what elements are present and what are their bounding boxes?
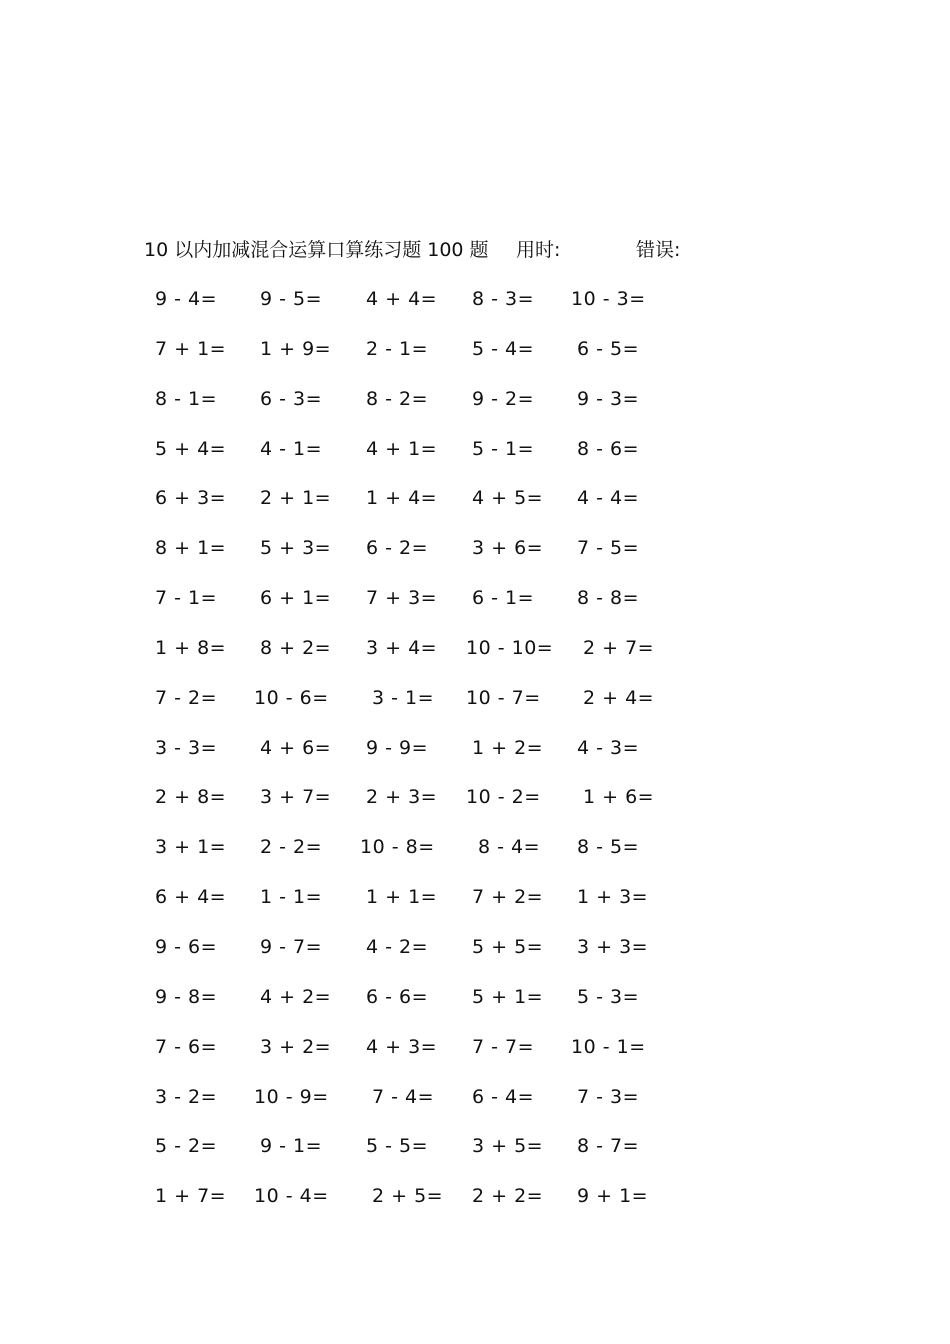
problem-item: 6 - 5=	[577, 337, 640, 360]
problem-item: 10 - 8=	[360, 836, 435, 859]
problem-item: 7 + 3=	[366, 587, 438, 610]
problem-row	[0, 284, 950, 334]
problem-item: 4 + 2=	[260, 985, 332, 1008]
problem-item: 3 - 2=	[155, 1085, 218, 1108]
problem-item: 9 - 9=	[366, 736, 429, 759]
problem-item: 1 + 3=	[577, 886, 649, 909]
problem-item: 7 - 4=	[372, 1085, 435, 1108]
problem-item: 7 - 7=	[472, 1035, 535, 1058]
problem-item: 7 - 1=	[155, 587, 218, 610]
problem-item: 6 - 4=	[472, 1085, 535, 1108]
problem-item: 9 - 6=	[155, 935, 218, 958]
problem-item: 6 - 3=	[260, 387, 323, 410]
problem-item: 6 - 6=	[366, 985, 429, 1008]
problem-item: 8 - 7=	[577, 1135, 640, 1158]
problem-row	[0, 683, 950, 733]
problem-item: 5 - 4=	[472, 337, 535, 360]
problem-item: 10 - 4=	[254, 1185, 329, 1208]
problem-item: 3 + 7=	[260, 786, 332, 809]
problem-item: 3 + 2=	[260, 1035, 332, 1058]
problem-item: 8 - 5=	[577, 836, 640, 859]
problem-item: 6 - 1=	[472, 587, 535, 610]
problem-item: 8 + 2=	[260, 636, 332, 659]
problem-item: 5 - 3=	[577, 985, 640, 1008]
problem-item: 10 - 2=	[466, 786, 541, 809]
problem-item: 2 - 2=	[260, 836, 323, 859]
problem-item: 1 + 9=	[260, 337, 332, 360]
problem-item: 5 + 4=	[155, 437, 227, 460]
problem-item: 8 - 3=	[472, 288, 535, 310]
problem-item: 3 + 1=	[155, 836, 227, 859]
problem-item: 3 + 3=	[577, 935, 649, 958]
problem-item: 3 + 5=	[472, 1135, 544, 1158]
worksheet-title: 10 以内加减混合运算口算练习题 100 题	[144, 239, 489, 261]
problem-item: 4 - 3=	[577, 736, 640, 759]
problem-item: 9 - 1=	[260, 1135, 323, 1158]
problem-row	[0, 384, 950, 434]
problem-item: 7 - 3=	[577, 1085, 640, 1108]
problem-item: 5 + 3=	[260, 537, 332, 560]
problem-item: 5 + 1=	[472, 985, 544, 1008]
problem-item: 2 + 5=	[372, 1185, 444, 1208]
problem-row	[0, 982, 950, 1032]
problem-item: 4 + 5=	[472, 487, 544, 510]
problem-item: 6 + 3=	[155, 487, 227, 510]
problem-item: 9 - 2=	[472, 387, 535, 410]
problem-item: 5 + 5=	[472, 935, 544, 958]
problem-item: 4 + 3=	[366, 1035, 438, 1058]
problem-item: 7 - 2=	[155, 686, 218, 709]
problem-row	[0, 782, 950, 832]
problem-row	[0, 334, 950, 384]
problem-item: 2 + 2=	[472, 1185, 544, 1208]
problem-item: 5 - 2=	[155, 1135, 218, 1158]
problem-item: 2 + 8=	[155, 786, 227, 809]
problem-item: 8 - 4=	[478, 836, 541, 859]
problem-item: 1 + 4=	[366, 487, 438, 510]
problem-item: 9 - 7=	[260, 935, 323, 958]
problem-row	[0, 733, 950, 783]
problem-item: 8 - 6=	[577, 437, 640, 460]
problem-item: 10 - 7=	[466, 686, 541, 709]
problem-row	[0, 932, 950, 982]
problem-item: 5 - 5=	[366, 1135, 429, 1158]
problem-grid	[0, 284, 950, 1231]
problem-row	[0, 882, 950, 932]
problem-item: 3 - 3=	[155, 736, 218, 759]
problem-item: 2 + 3=	[366, 786, 438, 809]
problem-item: 1 + 7=	[155, 1185, 227, 1208]
problem-item: 3 - 1=	[372, 686, 435, 709]
problem-item: 1 + 6=	[583, 786, 655, 809]
problem-row	[0, 633, 950, 683]
problem-item: 8 - 8=	[577, 587, 640, 610]
problem-item: 7 + 2=	[472, 886, 544, 909]
problem-item: 9 - 3=	[577, 387, 640, 410]
problem-item: 4 + 6=	[260, 736, 332, 759]
problem-item: 3 + 4=	[366, 636, 438, 659]
problem-item: 10 - 6=	[254, 686, 329, 709]
problem-item: 2 - 1=	[366, 337, 429, 360]
problem-item: 2 + 7=	[583, 636, 655, 659]
problem-item: 4 + 4=	[366, 288, 438, 310]
problem-row	[0, 434, 950, 484]
problem-row	[0, 1131, 950, 1181]
problem-item: 5 - 1=	[472, 437, 535, 460]
problem-item: 9 - 8=	[155, 985, 218, 1008]
problem-item: 9 - 5=	[260, 288, 323, 310]
problem-item: 8 - 1=	[155, 387, 218, 410]
problem-row	[0, 1181, 950, 1231]
problem-item: 10 - 10=	[466, 636, 554, 659]
problem-item: 4 - 4=	[577, 487, 640, 510]
problem-item: 7 - 5=	[577, 537, 640, 560]
problem-item: 9 - 4=	[155, 288, 218, 310]
problem-item: 1 + 8=	[155, 636, 227, 659]
problem-item: 10 - 9=	[254, 1085, 329, 1108]
problem-row	[0, 583, 950, 633]
problem-item: 1 - 1=	[260, 886, 323, 909]
problem-item: 8 - 2=	[366, 387, 429, 410]
problem-item: 4 + 1=	[366, 437, 438, 460]
problem-row	[0, 1082, 950, 1132]
errors-label: 错误:	[636, 239, 681, 261]
problem-row	[0, 832, 950, 882]
problem-item: 6 - 2=	[366, 537, 429, 560]
problem-item: 6 + 1=	[260, 587, 332, 610]
problem-item: 2 + 1=	[260, 487, 332, 510]
problem-item: 9 + 1=	[577, 1185, 649, 1208]
problem-item: 3 + 6=	[472, 537, 544, 560]
worksheet-header	[144, 236, 764, 264]
problem-item: 10 - 3=	[571, 288, 646, 310]
problem-row	[0, 1032, 950, 1082]
problem-item: 6 + 4=	[155, 886, 227, 909]
problem-row	[0, 533, 950, 583]
problem-item: 1 + 2=	[472, 736, 544, 759]
problem-item: 2 + 4=	[583, 686, 655, 709]
problem-item: 10 - 1=	[571, 1035, 646, 1058]
time-label: 用时:	[516, 239, 561, 261]
problem-item: 7 + 1=	[155, 337, 227, 360]
problem-item: 7 - 6=	[155, 1035, 218, 1058]
problem-item: 1 + 1=	[366, 886, 438, 909]
problem-item: 8 + 1=	[155, 537, 227, 560]
problem-item: 4 - 2=	[366, 935, 429, 958]
problem-row	[0, 483, 950, 533]
problem-item: 4 - 1=	[260, 437, 323, 460]
